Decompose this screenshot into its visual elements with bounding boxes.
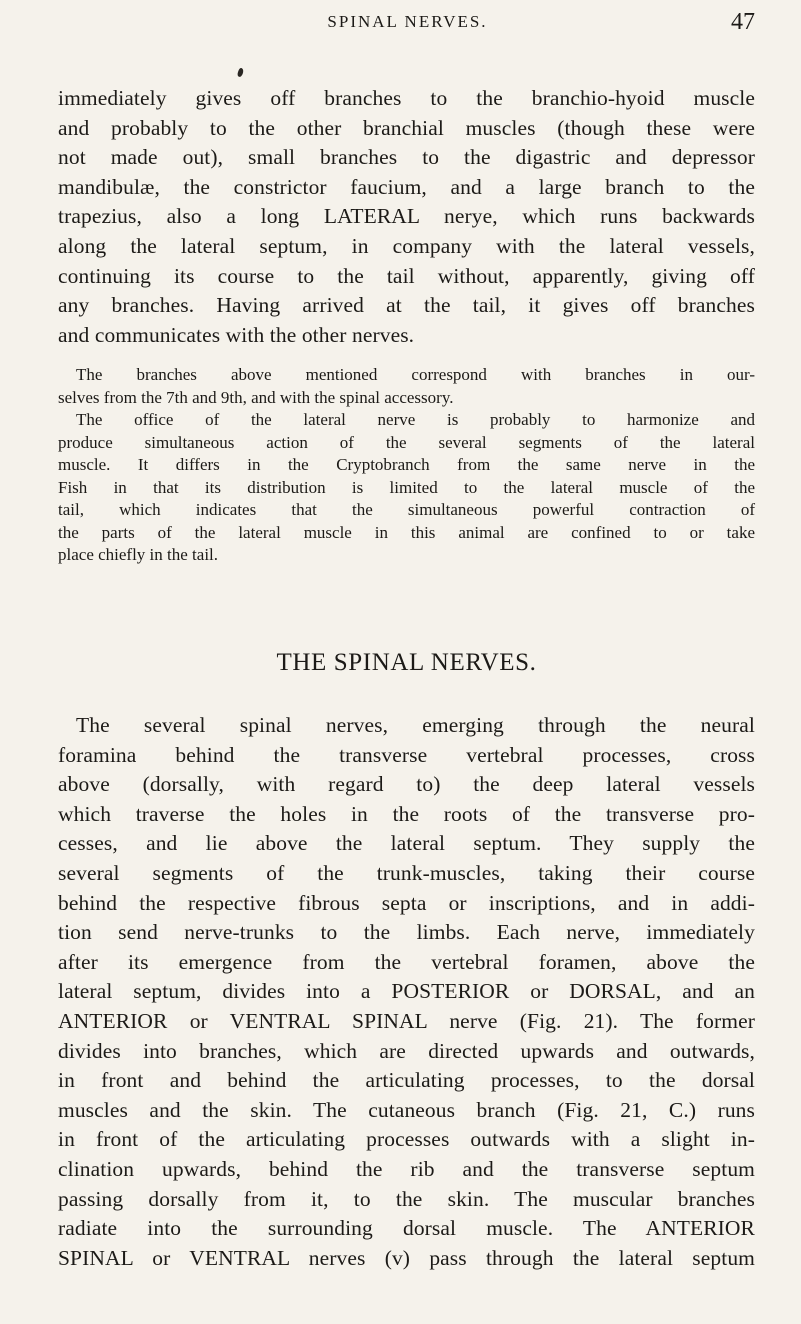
note-line: Fish in that its distribution is limited to the lateral muscle of the — [58, 477, 755, 497]
text-line: radiate into the surrounding dorsal muscle. The ANTERIOR — [58, 1216, 755, 1241]
text-line: clination upwards, behind the rib and the transverse septum — [58, 1156, 755, 1181]
text-line: mandibulæ, the constrictor faucium, and a large branch to the — [58, 174, 755, 199]
note-line: place chiefly in the tail. — [58, 545, 219, 564]
note-line: produce simultaneous action of the several segments of the lateral — [58, 432, 755, 452]
text-line: after its emergence from the vertebral foramen, above the — [58, 949, 755, 974]
text-line: any branches. Having arrived at the tail, it gives off branches — [58, 293, 755, 318]
text-line: muscles and the skin. The cutaneous branch (Fig. 21, C.) runs — [58, 1097, 755, 1122]
text-line: which traverse the holes in the roots of the transverse pro- — [58, 801, 755, 826]
paragraph-continuation — [58, 84, 755, 350]
note-line: The office of the lateral nerve is probably to harmonize and — [76, 410, 755, 429]
text-line: passing dorsally from it, to the skin. The muscular branches — [58, 1186, 755, 1211]
note-line: muscle. It differs in the Cryptobranch from the same nerve in the — [58, 455, 755, 474]
note-line: The branches above mentioned correspond with branches in our- — [76, 365, 755, 384]
text-line: several segments of the trunk-muscles, taking their course — [58, 860, 755, 885]
text-line: in front and behind the articulating processes, to the dorsal — [58, 1068, 755, 1093]
text-line: cesses, and lie above the lateral septum. They supply the — [58, 831, 755, 856]
note-line: selves from the 7th and 9th, and with the spinal accessory. — [58, 387, 454, 407]
text-line: SPINAL or VENTRAL nerves (v) pass through the lateral septum — [58, 1245, 755, 1270]
text-line: behind the respective fibrous septa or inscriptions, and in addi- — [58, 890, 755, 915]
running-title: SPINAL NERVES. — [327, 12, 488, 31]
text-line: The several spinal nerves, emerging through the neural — [76, 713, 755, 737]
paragraph-spinal-nerves — [58, 711, 755, 1273]
note-line: tail, which indicates that the simultaneous powerful contraction of — [58, 500, 755, 519]
text-line: and probably to the other branchial muscles (though these were — [58, 115, 755, 140]
ink-speck — [237, 67, 245, 77]
text-line: continuing its course to the tail without, apparently, giving off — [58, 263, 755, 288]
text-line: along the lateral septum, in company with the lateral vessels, — [58, 233, 755, 258]
text-line: ANTERIOR or VENTRAL SPINAL nerve (Fig. 21). The former — [58, 1008, 755, 1033]
note-line: the parts of the lateral muscle in this animal are confined to or take — [58, 522, 755, 542]
text-line: foramina behind the transverse vertebral processes, cross — [58, 742, 755, 767]
text-line: immediately gives off branches to the branchio-hyoid muscle — [58, 86, 755, 110]
text-line: above (dorsally, with regard to) the deep lateral vessels — [58, 772, 755, 797]
page-number: 47 — [731, 9, 755, 35]
text-line: not made out), small branches to the digastric and depressor — [58, 145, 755, 170]
text-line: divides into branches, which are directed upwards and outwards, — [58, 1038, 755, 1063]
text-line: tion send nerve-trunks to the limbs. Each nerve, immediately — [58, 920, 755, 945]
text-line: lateral septum, divides into a POSTERIOR or DORSAL, and an — [58, 979, 755, 1004]
text-line: and communicates with the other nerves. — [58, 322, 415, 347]
note-block — [58, 364, 755, 567]
text-line: in front of the articulating processes outwards with a slight in- — [58, 1127, 755, 1152]
section-heading: THE SPINAL NERVES. — [276, 649, 537, 676]
running-head — [60, 10, 755, 38]
text-line: trapezius, also a long LATERAL nerye, which runs backwards — [58, 204, 755, 229]
